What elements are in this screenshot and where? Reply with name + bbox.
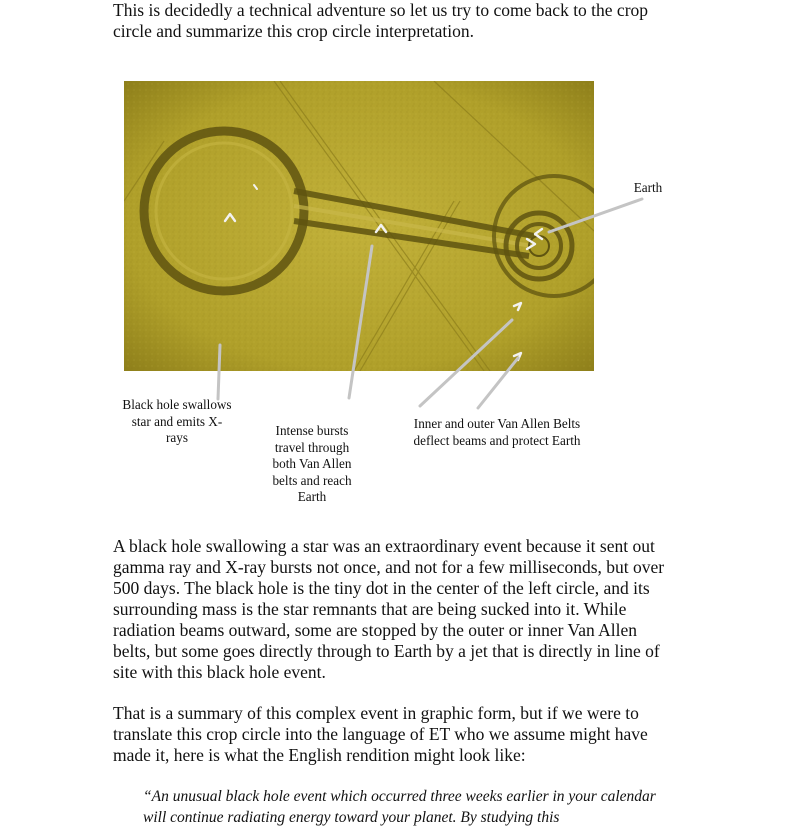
label-earth: Earth xyxy=(633,180,663,195)
label-van-allen-belts: Inner and outer Van Allen Belts deflect beams and protect Earth xyxy=(413,416,581,448)
et-quote: “An unusual black hole event which occurred three weeks earlier in your calendar will continue radiating energy toward your planet. By studying this xyxy=(143,788,656,826)
label-black-hole: Black hole swallows star and emits X-rays xyxy=(122,397,232,445)
main-paragraph: A black hole swallowing a star was an extraordinary event because it sent out gamma ray and X-ray bursts not once, and not for a few milliseconds, but over 500 days. The black hole is the tiny dot in the center of the left circle, and its surrounding mass is the star remnants that are being sucked into it. While radiation beams outward, some are stopped by the outer or inner Van Allen belts, but some goes directly through to Earth by a jet that is directly in line of site with this black hole event. xyxy=(113,536,665,682)
label-intense-bursts: Intense bursts travel through both Van Allen belts and reach Earth xyxy=(272,423,352,504)
crop-circle-photo xyxy=(124,81,594,371)
intro-paragraph: This is decidedly a technical adventure so let us try to come back to the crop circle and summarize this crop circle interpretation. xyxy=(113,0,649,41)
summary-paragraph: That is a summary of this complex event in graphic form, but if we were to translate this crop circle into the language of ET who we assume might have made it, here is what the English rendition might look like: xyxy=(113,703,648,765)
